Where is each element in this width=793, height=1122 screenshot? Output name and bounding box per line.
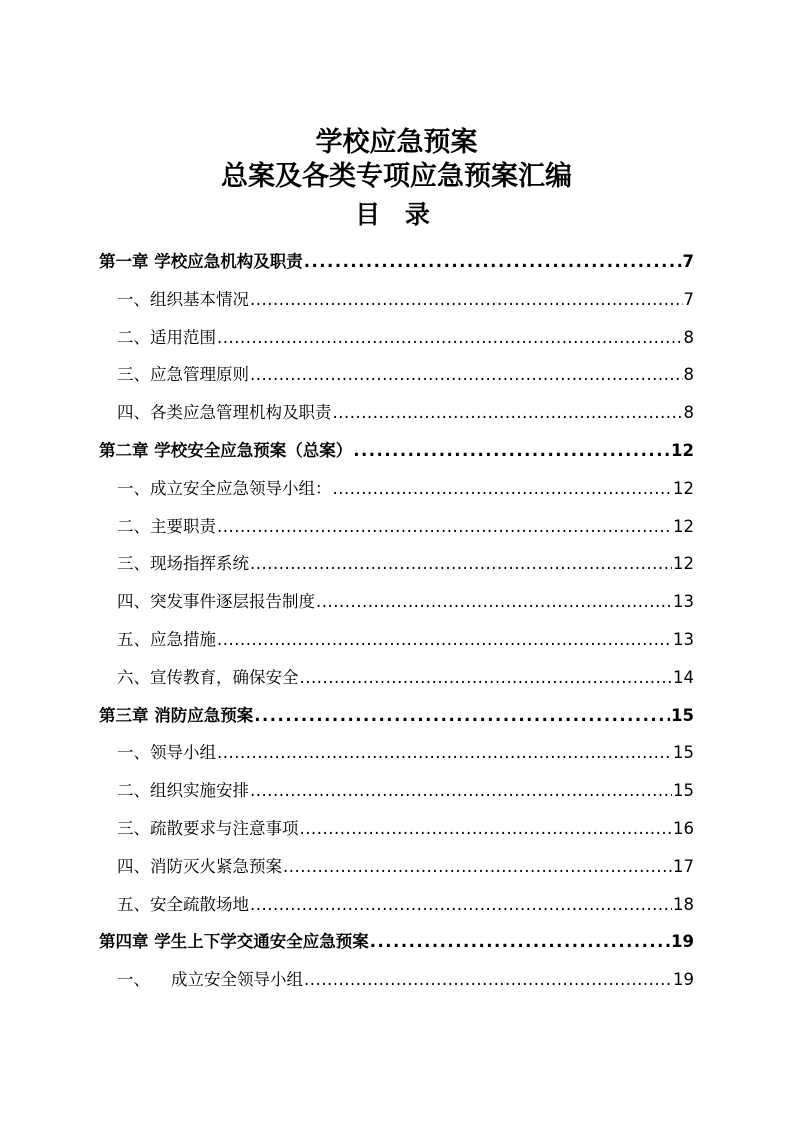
toc-label: 二、适用范围 [117,327,216,347]
dot-leader [250,886,672,924]
document-subtitle: 总案及各类专项应急预案汇编 [221,161,572,192]
dot-leader [300,810,673,848]
toc-section[interactable] [99,583,694,621]
toc-label: 三、应急管理原则 [117,365,249,385]
toc-page-number: 18 [673,894,694,914]
toc-page-number: 19 [673,970,694,990]
toc-page-number: 12 [671,440,694,460]
table-of-contents [99,243,694,999]
toc-label: 四、消防灭火紧急预案 [117,856,282,876]
toc-page-number: 19 [671,932,694,952]
toc-label: 二、组织实施安排 [117,781,249,801]
dot-leader [370,923,670,961]
toc-section[interactable] [99,281,694,319]
toc-label: 三、现场指挥系统 [117,554,249,574]
toc-section[interactable] [99,545,694,583]
toc-label: 第一章 学校应急机构及职责 [99,252,303,271]
toc-section[interactable] [99,394,694,432]
toc-section[interactable] [99,319,694,357]
dot-leader [217,621,672,659]
toc-section[interactable] [99,508,694,546]
toc-page-number: 12 [673,516,694,536]
toc-page-number: 7 [683,289,694,309]
toc-page-number: 13 [673,629,694,649]
toc-page-number: 14 [673,667,694,687]
toc-label: 一、领导小组 [117,743,216,763]
dot-leader [250,545,672,583]
toc-section[interactable] [99,886,694,924]
toc-label: 四、突发事件逐层报告制度 [117,592,315,612]
toc-page-number: 8 [683,327,694,347]
dot-leader [353,432,670,470]
dot-leader [333,470,673,508]
toc-label: 一、 成立安全领导小组 [117,970,303,990]
toc-page-number: 8 [683,365,694,385]
dot-leader [304,961,672,999]
dot-leader [217,319,683,357]
dot-leader [333,394,683,432]
toc-label: 五、应急措施 [117,629,216,649]
toc-label: 第四章 学生上下学交通安全应急预案 [99,932,369,952]
toc-label: 第三章 消防应急预案 [99,705,254,725]
toc-label: 二、主要职责 [117,516,216,536]
toc-label: 五、安全疏散场地 [117,894,249,914]
dot-leader [254,697,670,735]
toc-label: 第二章 学校安全应急预案（总案） [99,440,353,460]
toc-section[interactable] [99,961,694,999]
toc-chapter-2[interactable] [99,432,694,470]
toc-section[interactable] [99,810,694,848]
dot-leader [250,356,683,394]
dot-leader [316,583,672,621]
toc-page-number: 15 [673,781,694,801]
toc-label: 一、组织基本情况 [117,289,249,309]
toc-section[interactable] [99,734,694,772]
dot-leader [300,659,673,697]
toc-heading: 目 录 [355,200,438,229]
document-title: 学校应急预案 [315,127,478,158]
toc-page-number: 13 [673,592,694,612]
toc-page-number: 16 [673,818,694,838]
toc-page-number: 15 [673,743,694,763]
dot-leader [217,508,672,546]
dot-leader [217,734,672,772]
toc-label: 三、疏散要求与注意事项 [117,818,299,838]
toc-label: 一、成立安全应急领导小组： [117,478,332,498]
toc-section[interactable] [99,772,694,810]
toc-section[interactable] [99,621,694,659]
toc-page-number: 15 [671,705,694,725]
toc-section[interactable] [99,659,694,697]
toc-page-number: 17 [673,856,694,876]
dot-leader [304,243,682,281]
toc-page-number: 12 [673,554,694,574]
toc-chapter-3[interactable] [99,697,694,735]
toc-label: 六、宣传教育，确保安全 [117,667,299,687]
toc-section[interactable] [99,848,694,886]
toc-chapter-1[interactable] [99,243,694,281]
toc-section[interactable] [99,356,694,394]
toc-label: 四、各类应急管理机构及职责 [117,403,332,423]
toc-chapter-4[interactable] [99,923,694,961]
toc-section[interactable] [99,470,694,508]
toc-page-number: 8 [683,403,694,423]
toc-page-number: 7 [682,252,694,271]
dot-leader [283,848,672,886]
dot-leader [250,281,683,319]
dot-leader [250,772,672,810]
toc-page-number: 12 [673,478,694,498]
document-title-block [0,126,793,232]
